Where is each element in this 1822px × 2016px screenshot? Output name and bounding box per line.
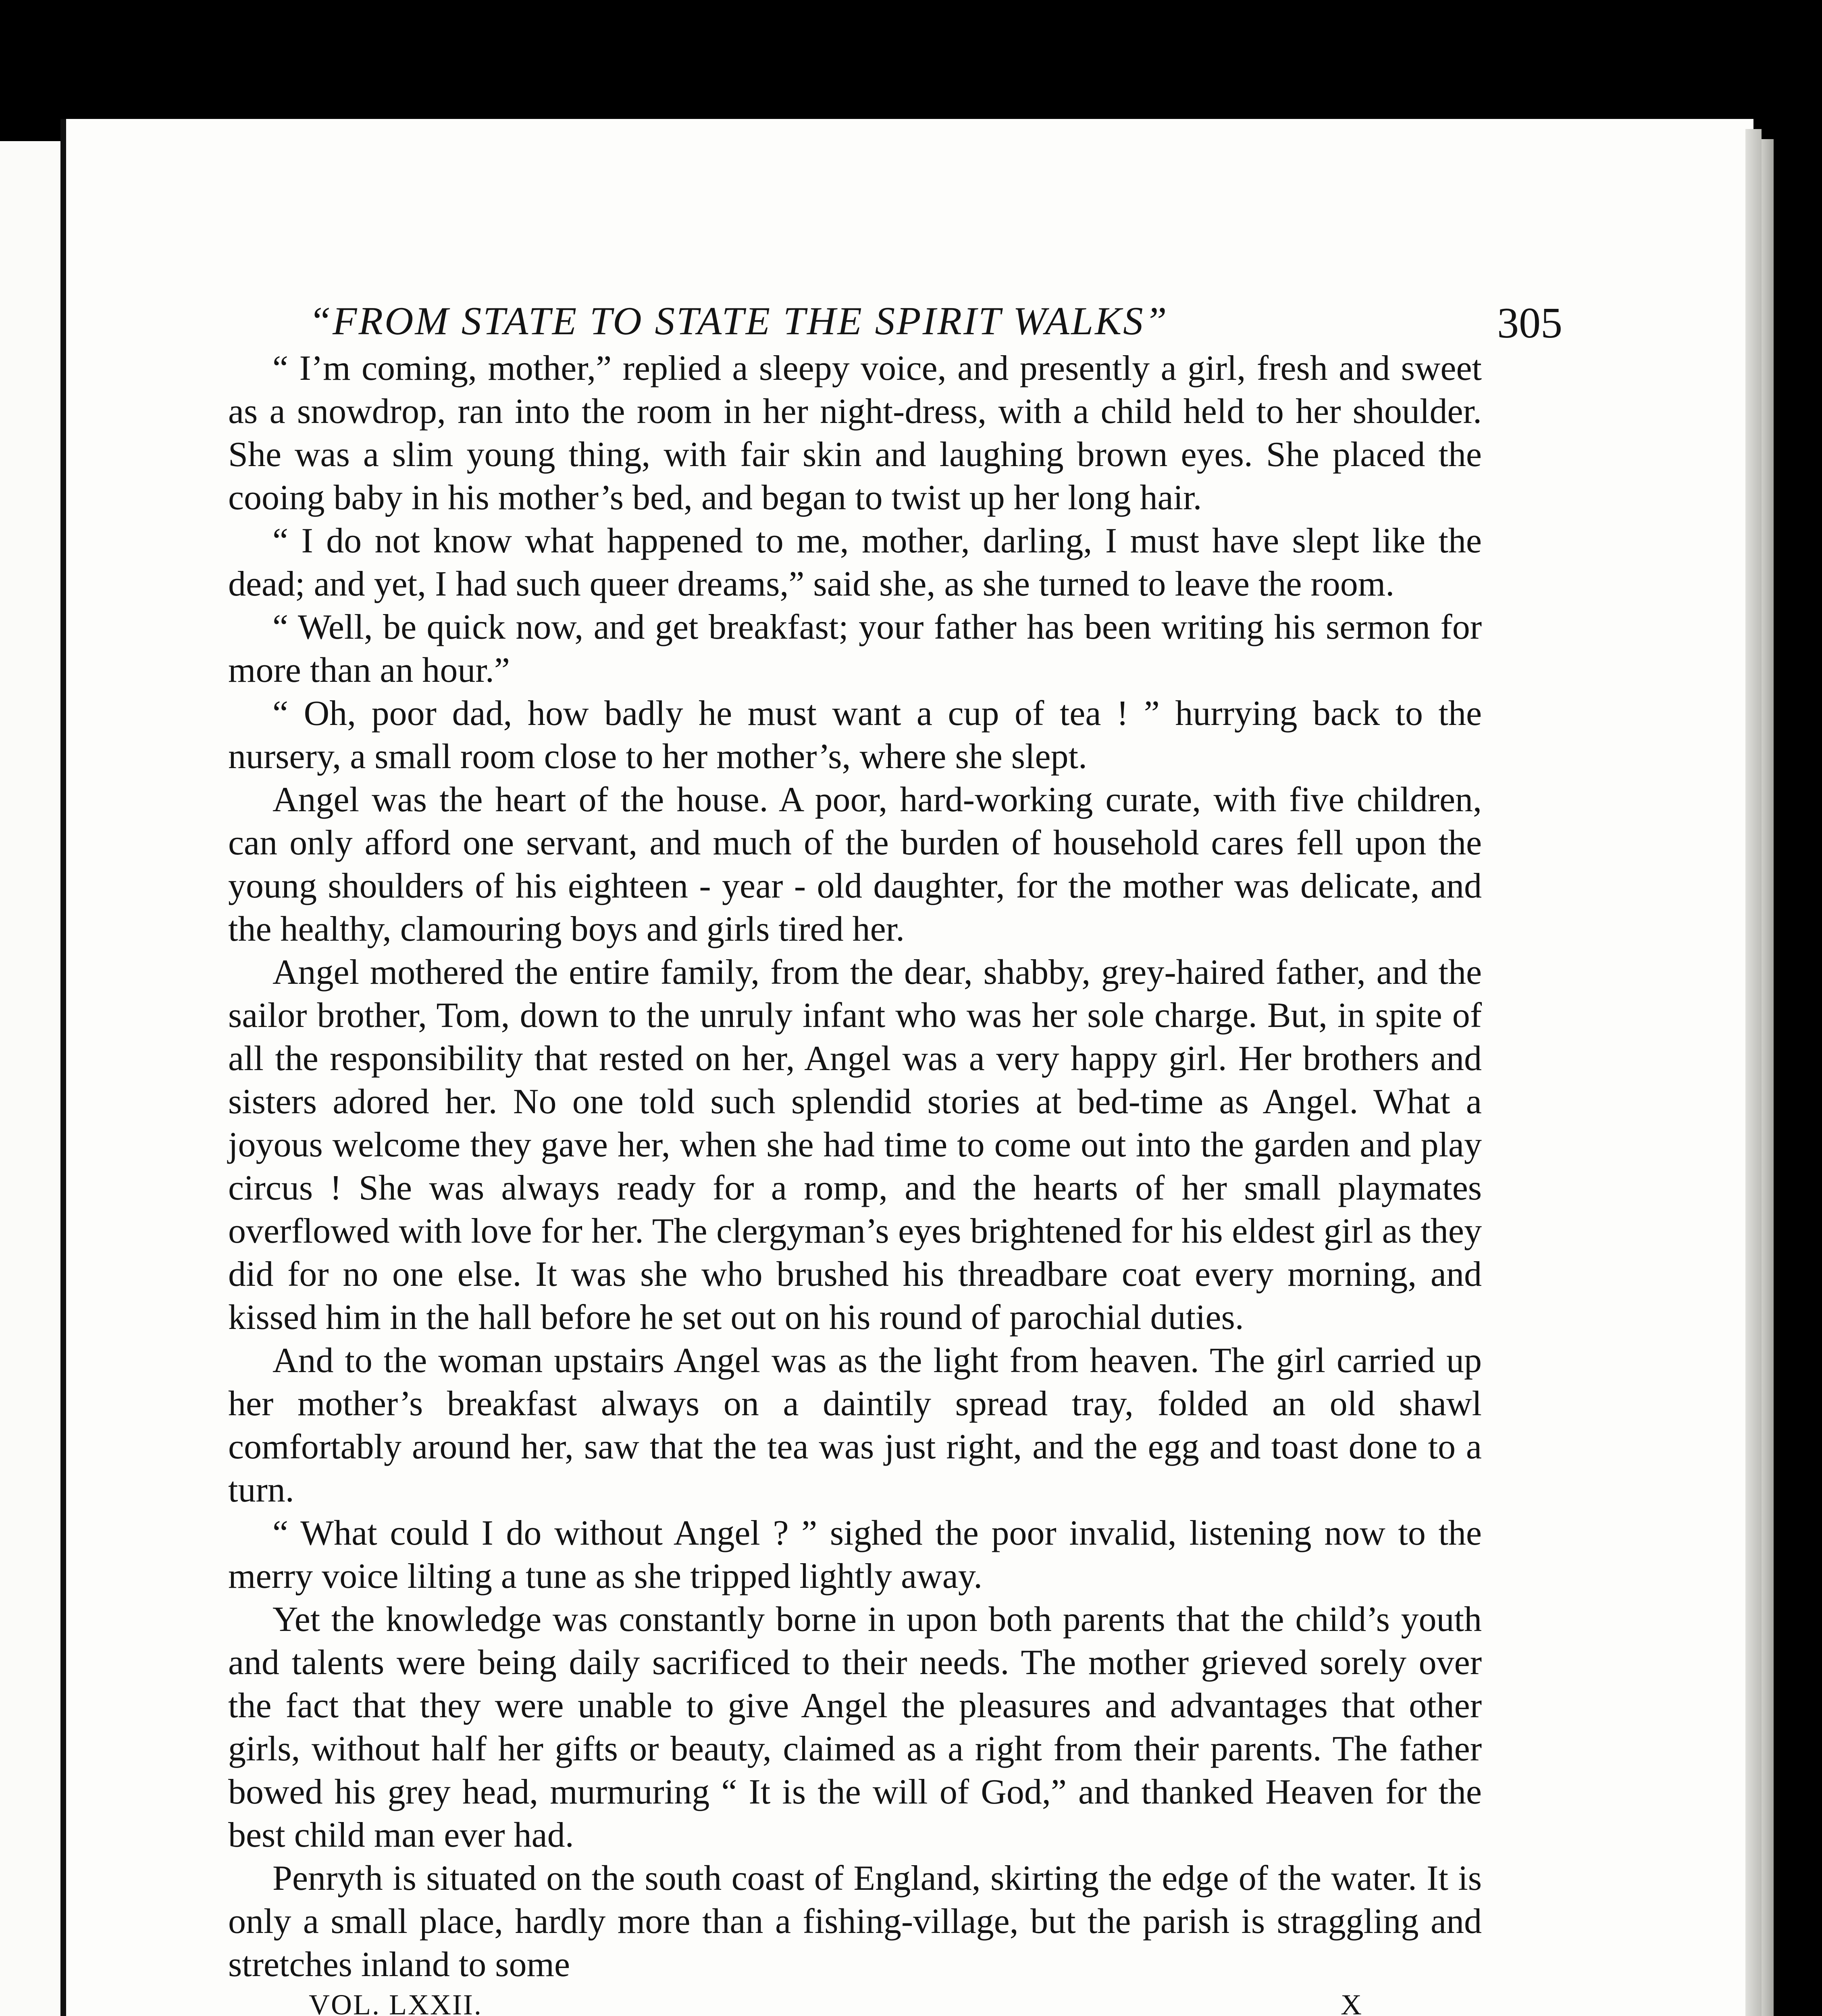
page-stack-shadow-outer <box>1762 139 1774 2016</box>
running-head <box>309 282 1562 347</box>
paragraph: Angel mothered the entire family, from the dear, shabby, grey-haired father, and the sailor brother, Tom, down to the unruly infant who was her sole charge. But, in spite of all the responsibility that rested on her, Angel was a very happy girl. Her brothers and sisters adored her. No one told such splendid stories at bed-time as Angel. What a joyous welcome they gave her, when she had time to come out into the garden and play circus ! She was always ready for a romp, and the hearts of her small playmates overflowed with love for her. The clergyman’s eyes brightened for his eldest girl as they did for no one else. It was she who brushed his threadbare coat every morning, and kissed him in the hall before he set out on his round of parochial duties. <box>228 953 1482 1337</box>
paragraph: “ I do not know what happened to me, mother, darling, I must have slept like the dead; and yet, I had such queer dreams,” said she, as she turned to leave the room. <box>228 521 1482 604</box>
paragraph: Yet the knowledge was constantly borne in upon both parents that the child’s youth and talents were being daily sacrificed to their needs. The mother grieved sorely over the fact that they were unable to give Angel the pleasures and advantages that other girls, without half her gifts or beauty, claimed as a right from their parents. The father bowed his grey head, murmuring “ It is the will of God,” and thanked Heaven for the best child man ever had. <box>228 1600 1482 1855</box>
page-footer <box>228 1986 1482 2016</box>
paragraph: “ What could I do without Angel ? ” sighed the poor invalid, listening now to the merry voice lilting a tune as she tripped lightly away. <box>228 1514 1482 1596</box>
page-number: 305 <box>1497 299 1562 347</box>
body-text <box>228 347 1482 1986</box>
paragraph: Angel was the heart of the house. A poor, hard-working curate, with five children, can only afford one servant, and much of the burden of household cares fell upon the young shoulders of his eighteen - year - old daughter, for the mother was delicate, and the healthy, clamouring boys and girls tired her. <box>228 780 1482 949</box>
volume-label: VOL. LXXII. <box>309 1989 483 2016</box>
paragraph: Penryth is situated on the south coast of England, skirting the edge of the water. It is only a small place, hardly more than a fishing-village, but the parish is straggling and stretches inland to some <box>228 1859 1482 1984</box>
page-content <box>228 282 1562 2016</box>
page-stack-shadow <box>1745 129 1762 2016</box>
paragraph: “ Well, be quick now, and get breakfast; your father has been writing his sermon for more than an hour.” <box>228 608 1482 690</box>
paragraph: And to the woman upstairs Angel was as the light from heaven. The girl carried up her mother’s breakfast always on a daintily spread tray, folded an old shawl comfortably around her, saw that the tea was just right, and the egg and toast done to a turn. <box>228 1341 1482 1510</box>
paragraph: “ Oh, poor dad, how badly he must want a cup of tea ! ” hurrying back to the nursery, a small room close to her mother’s, where she slept. <box>228 694 1482 776</box>
running-head-title: “FROM STATE TO STATE THE SPIRIT WALKS” <box>309 299 1169 343</box>
signature-mark: X <box>1341 1989 1363 2016</box>
paragraph: “ I’m coming, mother,” replied a sleepy voice, and presently a girl, fresh and sweet as a snowdrop, ran into the room in her night-dress, with a child held to her shoulder. She was a slim young thing, with fair skin and laughing brown eyes. She placed the cooing baby in his mother’s bed, and began to twist up her long hair. <box>228 349 1482 517</box>
